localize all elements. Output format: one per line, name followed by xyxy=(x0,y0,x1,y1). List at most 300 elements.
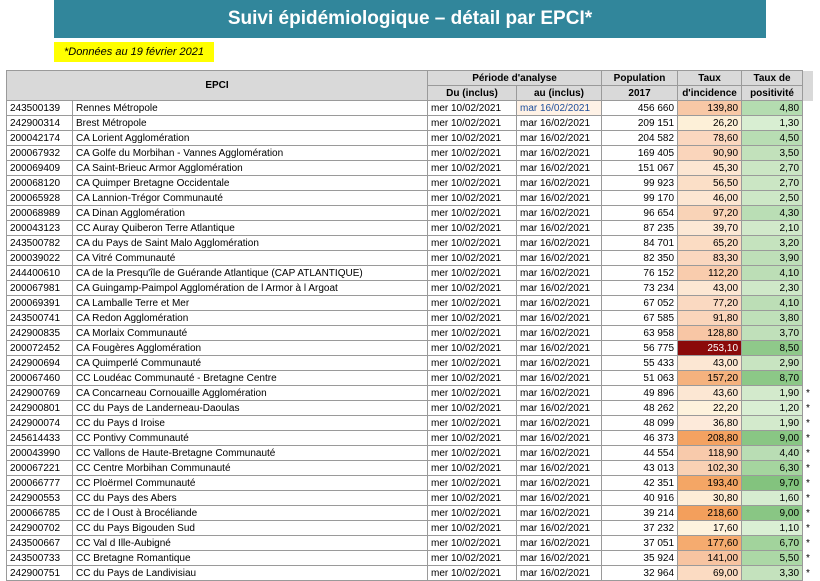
period-end: mar 16/02/2021 xyxy=(517,371,602,386)
period-end: mar 16/02/2021 xyxy=(517,296,602,311)
period-end: mar 16/02/2021 xyxy=(517,536,602,551)
footnote-star xyxy=(803,221,813,236)
period-start: mer 10/02/2021 xyxy=(428,161,517,176)
positivity-rate: 4,30 xyxy=(742,206,803,221)
positivity-rate: 9,70 xyxy=(742,476,803,491)
period-end: mar 16/02/2021 xyxy=(517,476,602,491)
population: 151 067 xyxy=(602,161,678,176)
positivity-rate: 6,30 xyxy=(742,461,803,476)
table-row xyxy=(7,536,813,551)
footnote-star xyxy=(803,116,813,131)
incidence-rate: 56,50 xyxy=(678,176,742,191)
period-start: mer 10/02/2021 xyxy=(428,311,517,326)
period-end: mar 16/02/2021 xyxy=(517,446,602,461)
population: 87 235 xyxy=(602,221,678,236)
header-taux-incidence: Taux xyxy=(678,71,742,86)
table-row xyxy=(7,161,813,176)
epci-name: CC du Pays Bigouden Sud xyxy=(73,521,428,536)
period-end: mar 16/02/2021 xyxy=(517,281,602,296)
epci-code: 242900835 xyxy=(7,326,73,341)
positivity-rate: 4,50 xyxy=(742,131,803,146)
period-start: mer 10/02/2021 xyxy=(428,446,517,461)
epci-name: CA Morlaix Communauté xyxy=(73,326,428,341)
period-end: mar 16/02/2021 xyxy=(517,416,602,431)
period-start: mer 10/02/2021 xyxy=(428,176,517,191)
epci-code: 243500782 xyxy=(7,236,73,251)
epci-code: 200067981 xyxy=(7,281,73,296)
population: 204 582 xyxy=(602,131,678,146)
footnote-star: * xyxy=(803,551,813,566)
population: 67 052 xyxy=(602,296,678,311)
epci-code: 200067460 xyxy=(7,371,73,386)
epci-code: 242900074 xyxy=(7,416,73,431)
incidence-rate: 253,10 xyxy=(678,341,742,356)
incidence-rate: 97,20 xyxy=(678,206,742,221)
epci-code: 242900801 xyxy=(7,401,73,416)
table-row xyxy=(7,416,813,431)
period-start: mer 10/02/2021 xyxy=(428,266,517,281)
epci-code: 200067221 xyxy=(7,461,73,476)
epci-name: CC Val d Ille-Aubigné xyxy=(73,536,428,551)
epci-code: 242900702 xyxy=(7,521,73,536)
footnote-star xyxy=(803,236,813,251)
table-row xyxy=(7,356,813,371)
population: 96 654 xyxy=(602,206,678,221)
footnote-star: * xyxy=(803,446,813,461)
incidence-rate: 43,00 xyxy=(678,356,742,371)
period-end: mar 16/02/2021 xyxy=(517,221,602,236)
positivity-rate: 4,80 xyxy=(742,101,803,116)
footnote-star xyxy=(803,371,813,386)
epci-name: CA Lannion-Trégor Communauté xyxy=(73,191,428,206)
table-row xyxy=(7,266,813,281)
footnote-star: * xyxy=(803,386,813,401)
footnote-star: * xyxy=(803,536,813,551)
footnote-star: * xyxy=(803,476,813,491)
header-taux-positivite-2: positivité xyxy=(742,86,803,101)
incidence-rate: 45,30 xyxy=(678,161,742,176)
incidence-rate: 69,00 xyxy=(678,566,742,581)
period-start: mer 10/02/2021 xyxy=(428,401,517,416)
period-end: mar 16/02/2021 xyxy=(517,401,602,416)
epci-code: 200068989 xyxy=(7,206,73,221)
table-row xyxy=(7,371,813,386)
population: 456 660 xyxy=(602,101,678,116)
period-start: mer 10/02/2021 xyxy=(428,536,517,551)
positivity-rate: 1,90 xyxy=(742,386,803,401)
epci-code: 200067932 xyxy=(7,146,73,161)
period-end: mar 16/02/2021 xyxy=(517,551,602,566)
data-date-note: *Données au 19 février 2021 xyxy=(54,42,214,62)
population: 73 234 xyxy=(602,281,678,296)
period-start: mer 10/02/2021 xyxy=(428,206,517,221)
footnote-star xyxy=(803,146,813,161)
epci-code: 242900553 xyxy=(7,491,73,506)
positivity-rate: 2,50 xyxy=(742,191,803,206)
population: 169 405 xyxy=(602,146,678,161)
positivity-rate: 6,70 xyxy=(742,536,803,551)
period-start: mer 10/02/2021 xyxy=(428,116,517,131)
footnote-star xyxy=(803,131,813,146)
incidence-rate: 218,60 xyxy=(678,506,742,521)
incidence-rate: 83,30 xyxy=(678,251,742,266)
population: 209 151 xyxy=(602,116,678,131)
period-start: mer 10/02/2021 xyxy=(428,101,517,116)
table-row xyxy=(7,476,813,491)
incidence-rate: 118,90 xyxy=(678,446,742,461)
period-end: mar 16/02/2021 xyxy=(517,146,602,161)
positivity-rate: 3,80 xyxy=(742,311,803,326)
footnote-star xyxy=(803,281,813,296)
population: 55 433 xyxy=(602,356,678,371)
epci-code: 242900694 xyxy=(7,356,73,371)
epci-name: CC Pontivy Communauté xyxy=(73,431,428,446)
footnote-star xyxy=(803,326,813,341)
epci-name: CA Lamballe Terre et Mer xyxy=(73,296,428,311)
epci-code: 200069409 xyxy=(7,161,73,176)
period-end: mar 16/02/2021 xyxy=(517,116,602,131)
footnote-star: * xyxy=(803,521,813,536)
incidence-rate: 193,40 xyxy=(678,476,742,491)
population: 99 923 xyxy=(602,176,678,191)
epci-name: CA de la Presqu'île de Guérande Atlantique (CAP ATLANTIQUE) xyxy=(73,266,428,281)
positivity-rate: 3,90 xyxy=(742,251,803,266)
epci-code: 245614433 xyxy=(7,431,73,446)
epci-code: 243500667 xyxy=(7,536,73,551)
epci-name: Brest Métropole xyxy=(73,116,428,131)
incidence-rate: 112,20 xyxy=(678,266,742,281)
header-au: au (inclus) xyxy=(517,86,602,101)
epci-code: 244400610 xyxy=(7,266,73,281)
footnote-star xyxy=(803,356,813,371)
footnote-star: * xyxy=(803,401,813,416)
epci-name: CA Guingamp-Paimpol Agglomération de l Armor à l Argoat xyxy=(73,281,428,296)
period-start: mer 10/02/2021 xyxy=(428,251,517,266)
period-start: mer 10/02/2021 xyxy=(428,146,517,161)
epci-name: CC de l Oust à Brocéliande xyxy=(73,506,428,521)
header-population: Population xyxy=(602,71,678,86)
footnote-star xyxy=(803,206,813,221)
table-row xyxy=(7,521,813,536)
epci-name: CC du Pays d Iroise xyxy=(73,416,428,431)
epci-code: 200066785 xyxy=(7,506,73,521)
period-start: mer 10/02/2021 xyxy=(428,131,517,146)
period-end: mar 16/02/2021 xyxy=(517,191,602,206)
positivity-rate: 8,50 xyxy=(742,341,803,356)
epci-name: CA Fougères Agglomération xyxy=(73,341,428,356)
population: 32 964 xyxy=(602,566,678,581)
header-epci: EPCI xyxy=(7,71,428,101)
period-start: mer 10/02/2021 xyxy=(428,506,517,521)
positivity-rate: 2,10 xyxy=(742,221,803,236)
population: 40 916 xyxy=(602,491,678,506)
table-row xyxy=(7,101,813,116)
incidence-rate: 36,80 xyxy=(678,416,742,431)
population: 37 232 xyxy=(602,521,678,536)
period-start: mer 10/02/2021 xyxy=(428,356,517,371)
epci-code: 243500741 xyxy=(7,311,73,326)
positivity-rate: 3,50 xyxy=(742,146,803,161)
page-title: Suivi épidémiologique – détail par EPCI* xyxy=(54,0,766,38)
epci-name: CA Dinan Agglomération xyxy=(73,206,428,221)
period-start: mer 10/02/2021 xyxy=(428,281,517,296)
incidence-rate: 139,80 xyxy=(678,101,742,116)
population: 67 585 xyxy=(602,311,678,326)
table-row xyxy=(7,236,813,251)
positivity-rate: 2,30 xyxy=(742,281,803,296)
positivity-rate: 4,10 xyxy=(742,296,803,311)
period-end: mar 16/02/2021 xyxy=(517,341,602,356)
positivity-rate: 3,70 xyxy=(742,326,803,341)
table-row xyxy=(7,506,813,521)
table-row xyxy=(7,296,813,311)
period-start: mer 10/02/2021 xyxy=(428,236,517,251)
population: 44 554 xyxy=(602,446,678,461)
incidence-rate: 128,80 xyxy=(678,326,742,341)
period-start: mer 10/02/2021 xyxy=(428,491,517,506)
footnote-star xyxy=(803,266,813,281)
incidence-rate: 102,30 xyxy=(678,461,742,476)
footnote-star: * xyxy=(803,506,813,521)
population: 56 775 xyxy=(602,341,678,356)
population: 82 350 xyxy=(602,251,678,266)
population: 48 099 xyxy=(602,416,678,431)
epci-code: 242900769 xyxy=(7,386,73,401)
positivity-rate: 1,10 xyxy=(742,521,803,536)
positivity-rate: 2,90 xyxy=(742,356,803,371)
table-row xyxy=(7,446,813,461)
epci-table xyxy=(6,70,813,581)
table-row xyxy=(7,551,813,566)
positivity-rate: 9,00 xyxy=(742,506,803,521)
period-end: mar 16/02/2021 xyxy=(517,176,602,191)
period-end: mar 16/02/2021 xyxy=(517,326,602,341)
footnote-star: * xyxy=(803,431,813,446)
epci-code: 200039022 xyxy=(7,251,73,266)
footnote-star xyxy=(803,341,813,356)
positivity-rate: 9,00 xyxy=(742,431,803,446)
period-end: mar 16/02/2021 xyxy=(517,251,602,266)
incidence-rate: 177,60 xyxy=(678,536,742,551)
epci-name: CC du Pays des Abers xyxy=(73,491,428,506)
header-du: Du (inclus) xyxy=(428,86,517,101)
incidence-rate: 46,00 xyxy=(678,191,742,206)
epci-code: 200072452 xyxy=(7,341,73,356)
table-row xyxy=(7,566,813,581)
epci-name: CC Centre Morbihan Communauté xyxy=(73,461,428,476)
header-population-year: 2017 xyxy=(602,86,678,101)
positivity-rate: 2,70 xyxy=(742,176,803,191)
period-start: mer 10/02/2021 xyxy=(428,341,517,356)
epci-code: 200068120 xyxy=(7,176,73,191)
epci-name: CA Quimperlé Communauté xyxy=(73,356,428,371)
header-taux-positivite: Taux de xyxy=(742,71,803,86)
epci-name: CC Auray Quiberon Terre Atlantique xyxy=(73,221,428,236)
population: 99 170 xyxy=(602,191,678,206)
incidence-rate: 30,80 xyxy=(678,491,742,506)
period-start: mer 10/02/2021 xyxy=(428,521,517,536)
table-row xyxy=(7,491,813,506)
period-end: mar 16/02/2021 xyxy=(517,161,602,176)
incidence-rate: 43,00 xyxy=(678,281,742,296)
positivity-rate: 1,30 xyxy=(742,116,803,131)
positivity-rate: 4,10 xyxy=(742,266,803,281)
epci-code: 243500733 xyxy=(7,551,73,566)
period-start: mer 10/02/2021 xyxy=(428,386,517,401)
population: 39 214 xyxy=(602,506,678,521)
footnote-star: * xyxy=(803,566,813,581)
positivity-rate: 1,60 xyxy=(742,491,803,506)
incidence-rate: 157,20 xyxy=(678,371,742,386)
footnote-star xyxy=(803,296,813,311)
period-end: mar 16/02/2021 xyxy=(517,311,602,326)
period-start: mer 10/02/2021 xyxy=(428,566,517,581)
footnote-star xyxy=(803,176,813,191)
epci-name: CC Loudéac Communauté - Bretagne Centre xyxy=(73,371,428,386)
table-row xyxy=(7,326,813,341)
period-start: mer 10/02/2021 xyxy=(428,296,517,311)
table-row xyxy=(7,386,813,401)
positivity-rate: 1,90 xyxy=(742,416,803,431)
incidence-rate: 208,80 xyxy=(678,431,742,446)
period-start: mer 10/02/2021 xyxy=(428,326,517,341)
period-end: mar 16/02/2021 xyxy=(517,506,602,521)
table-row xyxy=(7,251,813,266)
epci-name: CC du Pays de Landivisiau xyxy=(73,566,428,581)
incidence-rate: 65,20 xyxy=(678,236,742,251)
period-end: mar 16/02/2021 xyxy=(517,101,602,116)
period-start: mer 10/02/2021 xyxy=(428,371,517,386)
positivity-rate: 3,20 xyxy=(742,236,803,251)
epci-name: CA Saint-Brieuc Armor Agglomération xyxy=(73,161,428,176)
epci-name: CC Bretagne Romantique xyxy=(73,551,428,566)
incidence-rate: 43,60 xyxy=(678,386,742,401)
population: 49 896 xyxy=(602,386,678,401)
incidence-rate: 26,20 xyxy=(678,116,742,131)
incidence-rate: 78,60 xyxy=(678,131,742,146)
table-row xyxy=(7,221,813,236)
epci-name: CA Redon Agglomération xyxy=(73,311,428,326)
period-end: mar 16/02/2021 xyxy=(517,386,602,401)
epci-code: 243500139 xyxy=(7,101,73,116)
epci-code: 200043990 xyxy=(7,446,73,461)
footnote-star xyxy=(803,101,813,116)
epci-name: CA Vitré Communauté xyxy=(73,251,428,266)
epci-name: CC Ploërmel Communauté xyxy=(73,476,428,491)
epci-code: 200042174 xyxy=(7,131,73,146)
period-end: mar 16/02/2021 xyxy=(517,461,602,476)
epci-code: 200066777 xyxy=(7,476,73,491)
period-start: mer 10/02/2021 xyxy=(428,551,517,566)
positivity-rate: 8,70 xyxy=(742,371,803,386)
epci-name: CA Quimper Bretagne Occidentale xyxy=(73,176,428,191)
footnote-star xyxy=(803,191,813,206)
epci-name: Rennes Métropole xyxy=(73,101,428,116)
period-end: mar 16/02/2021 xyxy=(517,236,602,251)
footnote-star xyxy=(803,311,813,326)
period-end: mar 16/02/2021 xyxy=(517,566,602,581)
header-taux-incidence-2: d'incidence xyxy=(678,86,742,101)
epci-name: CC Vallons de Haute-Bretagne Communauté xyxy=(73,446,428,461)
epci-name: CA Lorient Agglomération xyxy=(73,131,428,146)
table-row xyxy=(7,206,813,221)
table-row xyxy=(7,191,813,206)
population: 37 051 xyxy=(602,536,678,551)
footnote-star: * xyxy=(803,461,813,476)
period-start: mer 10/02/2021 xyxy=(428,191,517,206)
population: 35 924 xyxy=(602,551,678,566)
period-start: mer 10/02/2021 xyxy=(428,431,517,446)
table-row xyxy=(7,401,813,416)
incidence-rate: 77,20 xyxy=(678,296,742,311)
period-end: mar 16/02/2021 xyxy=(517,206,602,221)
table-row xyxy=(7,431,813,446)
period-end: mar 16/02/2021 xyxy=(517,356,602,371)
footnote-star xyxy=(803,251,813,266)
period-end: mar 16/02/2021 xyxy=(517,491,602,506)
epci-name: CA du Pays de Saint Malo Agglomération xyxy=(73,236,428,251)
positivity-rate: 1,20 xyxy=(742,401,803,416)
period-start: mer 10/02/2021 xyxy=(428,461,517,476)
epci-code: 200043123 xyxy=(7,221,73,236)
population: 48 262 xyxy=(602,401,678,416)
population: 51 063 xyxy=(602,371,678,386)
footnote-star xyxy=(803,161,813,176)
header-periode: Période d'analyse xyxy=(428,71,602,86)
epci-name: CA Golfe du Morbihan - Vannes Agglomération xyxy=(73,146,428,161)
incidence-rate: 22,20 xyxy=(678,401,742,416)
table-row xyxy=(7,341,813,356)
population: 46 373 xyxy=(602,431,678,446)
epci-name: CC du Pays de Landerneau-Daoulas xyxy=(73,401,428,416)
footnote-star: * xyxy=(803,491,813,506)
period-end: mar 16/02/2021 xyxy=(517,521,602,536)
table-row xyxy=(7,281,813,296)
table-row xyxy=(7,461,813,476)
population: 63 958 xyxy=(602,326,678,341)
incidence-rate: 39,70 xyxy=(678,221,742,236)
epci-name: CA Concarneau Cornouaille Agglomération xyxy=(73,386,428,401)
incidence-rate: 17,60 xyxy=(678,521,742,536)
epci-code: 242900751 xyxy=(7,566,73,581)
table-row xyxy=(7,311,813,326)
incidence-rate: 91,80 xyxy=(678,311,742,326)
epci-code: 242900314 xyxy=(7,116,73,131)
period-end: mar 16/02/2021 xyxy=(517,131,602,146)
period-end: mar 16/02/2021 xyxy=(517,431,602,446)
table-row xyxy=(7,146,813,161)
table-row xyxy=(7,131,813,146)
table-row xyxy=(7,176,813,191)
header-spacer xyxy=(803,71,813,101)
population: 84 701 xyxy=(602,236,678,251)
period-start: mer 10/02/2021 xyxy=(428,416,517,431)
incidence-rate: 141,00 xyxy=(678,551,742,566)
positivity-rate: 4,40 xyxy=(742,446,803,461)
period-end: mar 16/02/2021 xyxy=(517,266,602,281)
population: 76 152 xyxy=(602,266,678,281)
epci-code: 200065928 xyxy=(7,191,73,206)
table-row xyxy=(7,116,813,131)
incidence-rate: 90,90 xyxy=(678,146,742,161)
footnote-star: * xyxy=(803,416,813,431)
period-start: mer 10/02/2021 xyxy=(428,221,517,236)
population: 43 013 xyxy=(602,461,678,476)
epci-code: 200069391 xyxy=(7,296,73,311)
period-start: mer 10/02/2021 xyxy=(428,476,517,491)
positivity-rate: 2,70 xyxy=(742,161,803,176)
positivity-rate: 5,50 xyxy=(742,551,803,566)
